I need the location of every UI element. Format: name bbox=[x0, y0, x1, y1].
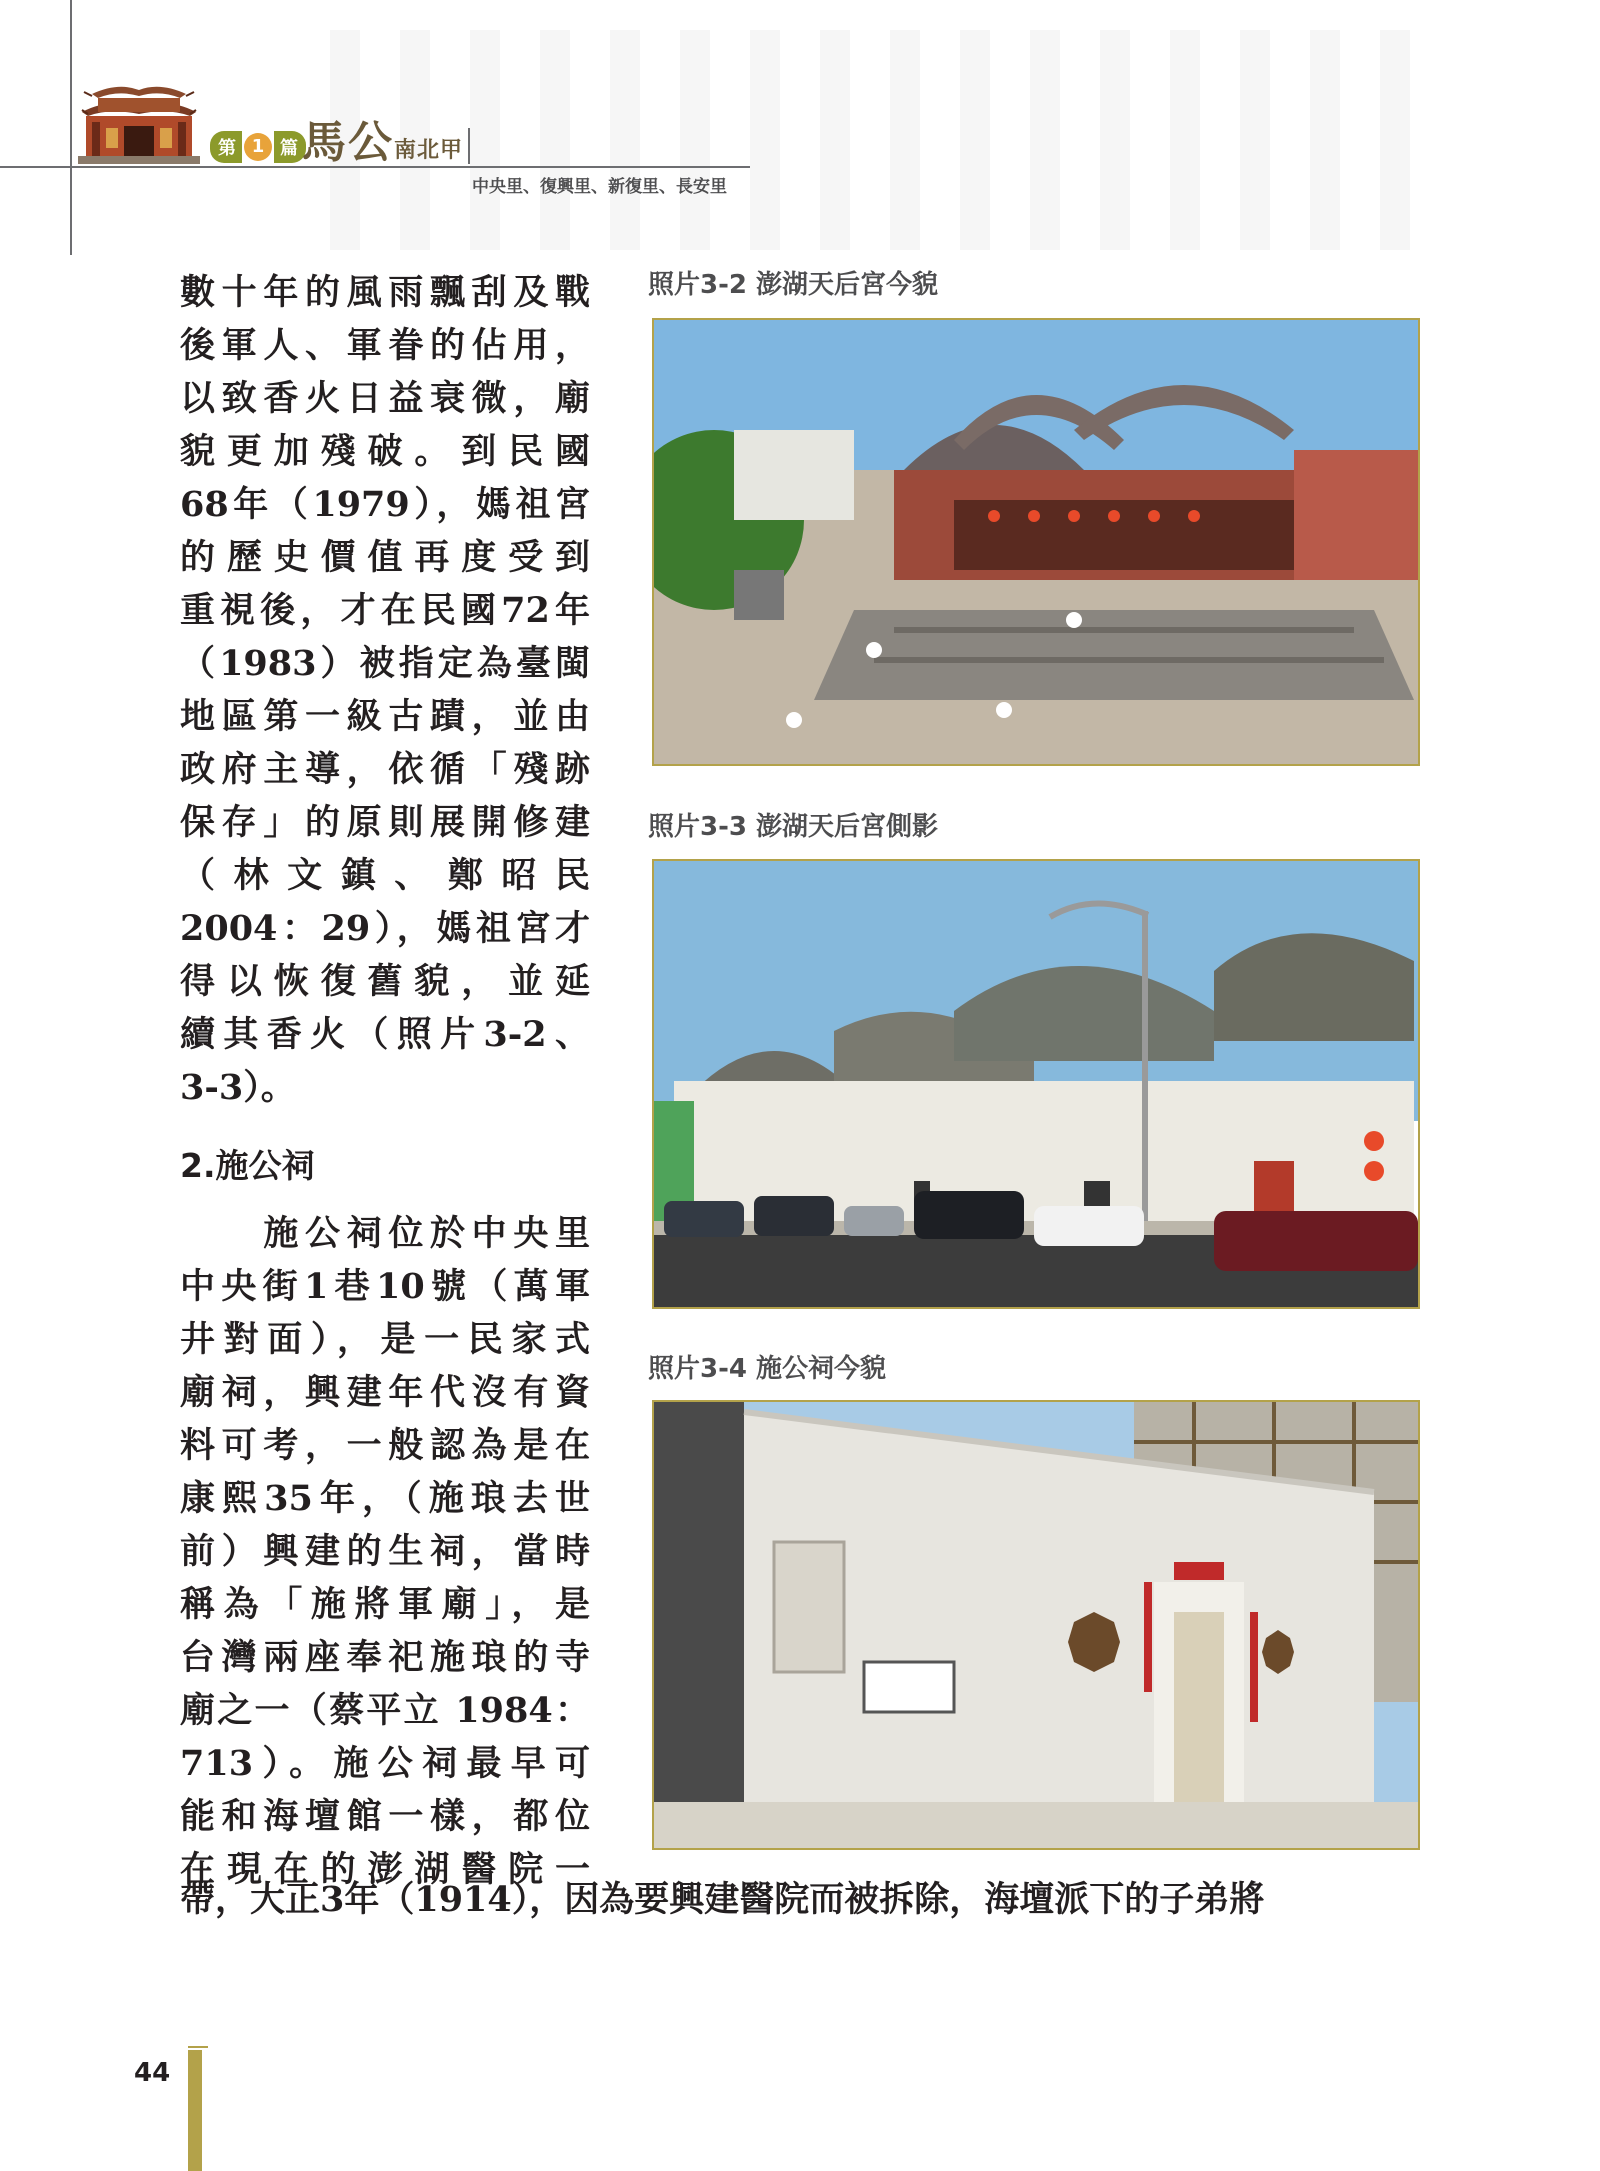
chapter-title bbox=[302, 118, 463, 175]
text-line: 在現在的澎湖醫院一 bbox=[180, 1849, 590, 1890]
chapter-title-main: 馬公 bbox=[302, 117, 394, 168]
text-line: 康熙35年，（施琅去世 bbox=[180, 1478, 590, 1519]
text-line: 重視後，才在民國72年 bbox=[180, 590, 590, 631]
text-line: 施公祠位於中央里 bbox=[180, 1213, 590, 1254]
paragraph-full-width-line: 帶，大正3年（1914），因為要興建醫院而被拆除，海壇派下的子弟將 bbox=[180, 1879, 1265, 1920]
footer-accent-bar bbox=[188, 2050, 202, 2171]
text-line: 前）興建的生祠，當時 bbox=[180, 1531, 590, 1572]
chapter-badge-prefix: 第 bbox=[210, 131, 242, 163]
chapter-title-small: 南北甲 bbox=[394, 137, 464, 163]
photo-tianhou-temple-front bbox=[652, 318, 1420, 766]
text-line: 井對面），是一民家式 bbox=[180, 1319, 590, 1360]
text-line: 續其香火（照片3-2、 bbox=[180, 1014, 590, 1055]
text-line: 3-3）。 bbox=[180, 1067, 296, 1108]
text-line: 後軍人、軍眷的佔用， bbox=[180, 325, 590, 366]
header-vertical-rule bbox=[70, 0, 72, 255]
text-line: 稱為「施將軍廟」，是 bbox=[180, 1584, 590, 1625]
figure-caption-3-4: 照片3-4 施公祠今貌 bbox=[648, 1354, 887, 1384]
text-line: 廟祠，興建年代沒有資 bbox=[180, 1372, 590, 1413]
text-line: （林文鎮、鄭昭民 bbox=[180, 855, 590, 896]
figure-caption-3-3: 照片3-3 澎湖天后宮側影 bbox=[648, 812, 939, 842]
footer-tick bbox=[188, 2046, 208, 2048]
text-line: 數十年的風雨飄刮及戰 bbox=[180, 272, 590, 313]
section-heading: 2.施公祠 bbox=[180, 1146, 315, 1185]
chapter-badge bbox=[210, 132, 306, 162]
text-line: 料可考，一般認為是在 bbox=[180, 1425, 590, 1466]
text-line: 廟之一（蔡平立 1984： bbox=[180, 1690, 590, 1731]
photo-tianhou-temple-side bbox=[652, 859, 1420, 1309]
header-separator bbox=[468, 128, 470, 164]
chapter-subtitle: 中央里、復興里、新復里、長安里 bbox=[472, 177, 727, 197]
text-line: 以致香火日益衰微，廟 bbox=[180, 378, 590, 419]
chapter-badge-suffix: 篇 bbox=[274, 131, 306, 163]
header-watermark bbox=[330, 30, 1430, 250]
figure-caption-3-2: 照片3-2 澎湖天后宮今貌 bbox=[648, 270, 939, 300]
text-line: 2004：29），媽祖宮才 bbox=[180, 908, 590, 949]
text-line: （1983）被指定為臺閩 bbox=[180, 643, 590, 684]
text-line: 713）。施公祠最早可 bbox=[180, 1743, 590, 1784]
page-number: 44 bbox=[134, 2058, 171, 2088]
text-line: 貌更加殘破。到民國 bbox=[180, 431, 590, 472]
text-line: 政府主導，依循「殘跡 bbox=[180, 749, 590, 790]
chapter-badge-number: 1 bbox=[244, 133, 272, 161]
text-line: 地區第一級古蹟，並由 bbox=[180, 696, 590, 737]
text-line: 中央街1巷10號（萬軍 bbox=[180, 1266, 590, 1307]
text-line: 的歷史價值再度受到 bbox=[180, 537, 590, 578]
text-line: 68年（1979），媽祖宮 bbox=[180, 484, 590, 525]
text-line: 得以恢復舊貌，並延 bbox=[180, 961, 590, 1002]
photo-shigong-shrine bbox=[652, 1400, 1420, 1850]
text-line: 台灣兩座奉祀施琅的寺 bbox=[180, 1637, 590, 1678]
text-line: 能和海壇館一樣，都位 bbox=[180, 1796, 590, 1837]
temple-logo-image bbox=[78, 72, 200, 164]
text-line: 保存」的原則展開修建 bbox=[180, 802, 590, 843]
